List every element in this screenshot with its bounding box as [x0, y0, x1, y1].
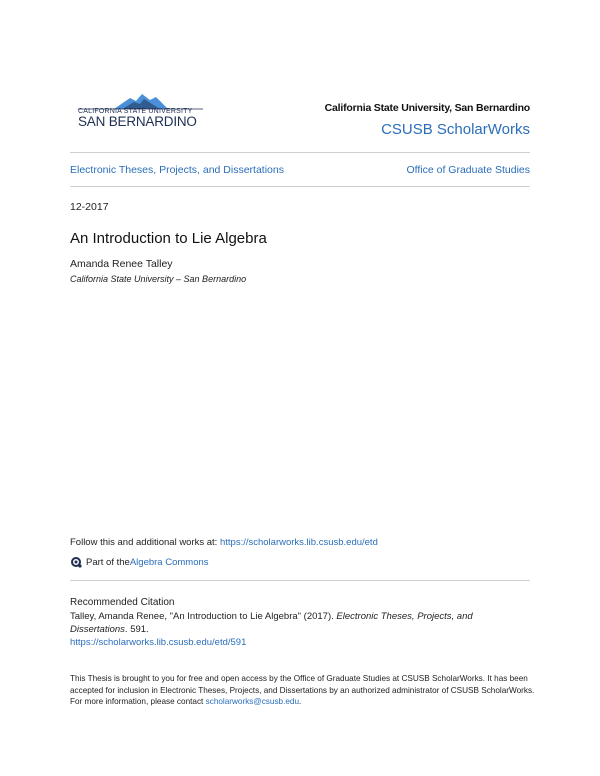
logo-line-1: CALIFORNIA STATE UNIVERSITY — [78, 108, 193, 115]
algebra-commons-link[interactable]: Algebra Commons — [129, 556, 209, 568]
contact-email-link[interactable]: scholarworks@csusb.edu — [205, 697, 300, 706]
follow-prefix: Follow this and additional works at: — [70, 537, 220, 548]
office-link[interactable]: Office of Graduate Studies — [406, 164, 530, 176]
network-commons-icon — [70, 556, 82, 568]
follow-line — [70, 537, 378, 548]
citation-series: Electronic Theses, Projects, and Dissertations — [70, 611, 473, 635]
footer-notice — [70, 673, 540, 708]
footer-text: This Thesis is brought to you for free and open access by the Office of Graduate Studies at CSUSB ScholarWorks. It has been accepted for inclusion in Electronic Theses, Projects, and Dissertations by an authorized administrator of CSUSB ScholarWorks. For more information, please contact — [70, 674, 535, 706]
document-date: 12-2017 — [70, 201, 109, 213]
citation-url-link[interactable]: https://scholarworks.lib.csusb.edu/etd/591 — [70, 637, 247, 648]
document-author: Amanda Renee Talley — [70, 258, 173, 270]
citation-text — [70, 610, 530, 649]
csusb-logo — [78, 92, 203, 132]
citation-heading: Recommended Citation — [70, 597, 175, 608]
institution-name: California State University, San Bernardino — [324, 102, 530, 114]
logo-line-2: SAN BERNARDINO — [78, 114, 197, 129]
collection-link[interactable]: Electronic Theses, Projects, and Dissertations — [70, 164, 284, 176]
author-affiliation: California State University – San Bernardino — [70, 274, 247, 284]
part-of-prefix: Part of the — [86, 556, 130, 568]
divider — [70, 580, 530, 581]
document-title: An Introduction to Lie Algebra — [70, 230, 267, 247]
divider — [70, 186, 530, 187]
citation-end: . 591. — [124, 624, 149, 635]
follow-url-link[interactable]: https://scholarworks.lib.csusb.edu/etd — [219, 537, 378, 548]
citation-plain: Talley, Amanda Renee, "An Introduction to Lie Algebra" (2017). — [70, 611, 337, 622]
repository-link[interactable]: CSUSB ScholarWorks — [381, 121, 530, 138]
footer-end: . — [299, 697, 302, 706]
part-of-line — [70, 556, 209, 568]
divider — [70, 152, 530, 153]
